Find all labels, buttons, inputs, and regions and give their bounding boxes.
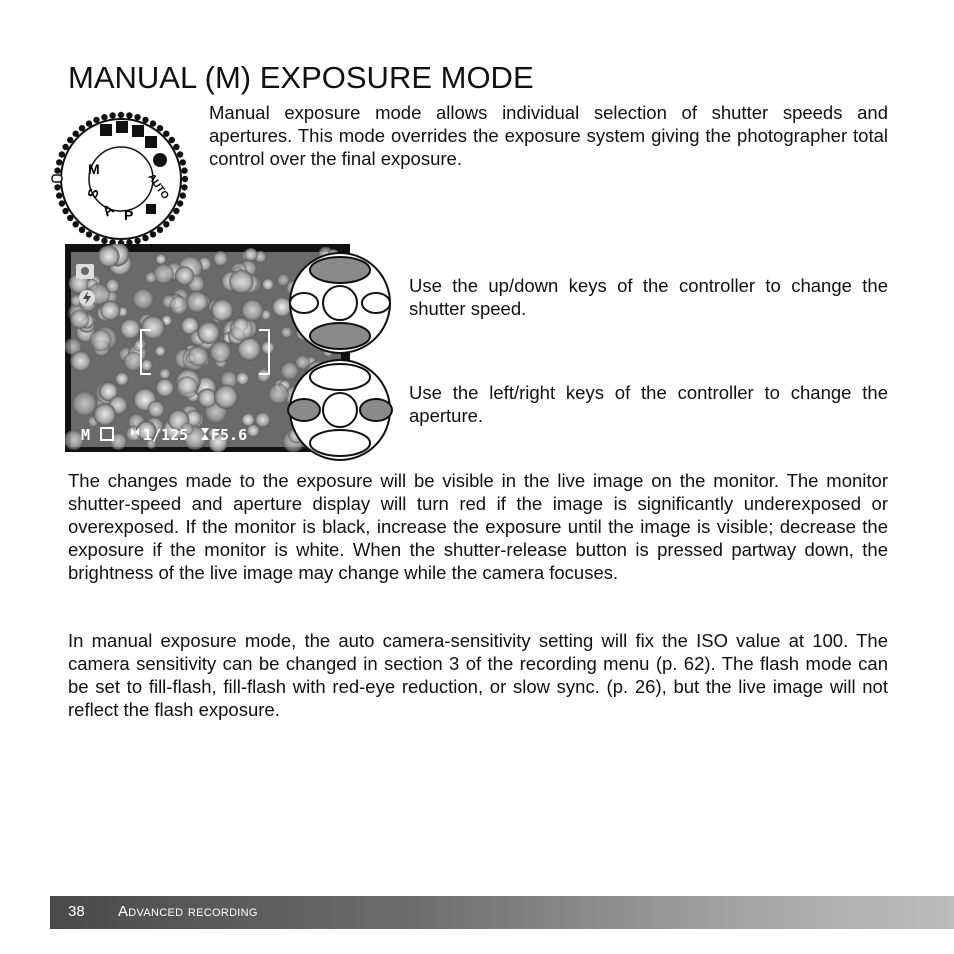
flower-texture bbox=[268, 383, 289, 404]
flower-texture bbox=[185, 291, 208, 314]
flower-texture bbox=[175, 266, 194, 285]
dial-tooth bbox=[126, 112, 132, 118]
body-paragraph-1: The changes made to the exposure will be visible in the live image on the monitor. The monitor shutter-speed and aperture display will turn red if the image is significantly underexposed or overexposed. If the monitor is black, increase the exposure until the image is visible; decrease the exposure if the monitor is white. When the shutter-release button is pressed partway down, the brightness of the live image may change while the camera focuses. bbox=[68, 470, 888, 583]
dial-tooth bbox=[101, 114, 107, 120]
dial-tooth bbox=[59, 151, 65, 157]
flower-texture bbox=[155, 345, 166, 356]
controller-left-right-icon bbox=[287, 357, 393, 463]
footer-bar bbox=[50, 896, 954, 929]
dial-label-a: A bbox=[99, 200, 117, 220]
dial-tooth bbox=[142, 235, 148, 241]
flower-texture bbox=[93, 403, 116, 426]
flower-texture bbox=[134, 340, 145, 351]
dial-tooth bbox=[134, 114, 140, 120]
controller-right-key bbox=[360, 399, 392, 421]
flower-texture bbox=[70, 310, 89, 329]
flower-texture bbox=[197, 321, 220, 344]
dial-tooth bbox=[93, 117, 99, 123]
flower-texture bbox=[100, 300, 120, 320]
dial-tooth bbox=[180, 159, 186, 165]
intro-text: Manual exposure mode allows individual selection of shutter speeds and apertures. This mode overrides the exposure system giving the photographer total control over the final exposure. bbox=[209, 102, 888, 169]
monitor-mode: M bbox=[81, 426, 91, 444]
dial-tooth bbox=[59, 200, 65, 206]
dial-tooth bbox=[54, 167, 60, 173]
flower-texture bbox=[155, 378, 174, 397]
dial-tooth bbox=[56, 159, 62, 165]
flower-texture bbox=[89, 329, 111, 351]
dial-tooth bbox=[180, 192, 186, 198]
flower-texture bbox=[211, 299, 234, 322]
controller-center-key bbox=[323, 286, 357, 320]
dial-tooth bbox=[109, 112, 115, 118]
flower-texture bbox=[155, 254, 166, 265]
dial-label-m: M bbox=[88, 161, 100, 177]
flower-texture bbox=[188, 345, 209, 366]
flower-texture bbox=[213, 251, 228, 266]
controller-left-key bbox=[290, 293, 318, 313]
flower-texture bbox=[236, 372, 249, 385]
flower-texture bbox=[261, 341, 275, 355]
dial-label-p: P bbox=[124, 207, 134, 223]
controller-up-key bbox=[310, 364, 370, 390]
page-number: 38 bbox=[68, 903, 85, 920]
flower-texture bbox=[153, 263, 174, 284]
portrait-mode-icon bbox=[100, 124, 112, 136]
step-shutter-text: Use the up/down keys of the controller to change the shutter speed. bbox=[409, 275, 888, 319]
flower-texture bbox=[169, 296, 188, 315]
section-name: Advanced recording bbox=[118, 903, 258, 920]
landscape-mode-icon bbox=[132, 125, 144, 137]
flower-texture bbox=[209, 341, 231, 363]
flower-texture bbox=[214, 385, 239, 410]
flower-texture bbox=[262, 278, 274, 290]
flower-texture bbox=[141, 315, 165, 339]
flower-texture bbox=[241, 299, 264, 322]
controller-center-key bbox=[323, 393, 357, 427]
page-title: MANUAL (M) EXPOSURE MODE bbox=[68, 60, 534, 95]
body-paragraph-2: In manual exposure mode, the auto camera-sensitivity setting will fix the ISO value at 100. The camera sensitivity can be changed in section 3 of the recording menu (p. 62). The flash mode can be set to fill-flash, fill-flash with red-eye reduction, or slow sync. (p. 26), but the live image will not reflect the flash exposure. bbox=[68, 630, 888, 720]
dial-tooth bbox=[177, 151, 183, 157]
movie-mode-icon bbox=[146, 204, 156, 214]
flower-texture bbox=[70, 351, 91, 372]
dial-tooth bbox=[182, 176, 188, 182]
controller-up-down-icon bbox=[287, 250, 393, 356]
flower-texture bbox=[159, 368, 170, 379]
dial-tooth bbox=[118, 112, 124, 118]
step-aperture-text: Use the left/right keys of the controller to change the aperture. bbox=[409, 382, 888, 426]
flower-texture bbox=[132, 288, 154, 310]
monitor-shutter: 1/125 bbox=[143, 426, 189, 444]
controller-up-key bbox=[310, 257, 370, 283]
flower-texture bbox=[247, 424, 260, 437]
dial-label-s: S bbox=[83, 186, 103, 201]
dial-tooth bbox=[177, 200, 183, 206]
dial-label-auto: AUTO bbox=[145, 172, 171, 202]
controller-down-key bbox=[310, 430, 370, 456]
dial-tooth bbox=[56, 192, 62, 198]
sport-mode-icon bbox=[116, 121, 128, 133]
dial-tooth bbox=[54, 184, 60, 190]
controller-left-key bbox=[288, 399, 320, 421]
flower-texture bbox=[147, 401, 164, 418]
flower-texture bbox=[145, 272, 157, 284]
dial-tooth bbox=[142, 117, 148, 123]
flower-texture bbox=[255, 412, 271, 428]
sunset-mode-icon bbox=[145, 136, 157, 148]
dial-tooth bbox=[181, 184, 187, 190]
flower-texture bbox=[98, 245, 120, 267]
mode-dial-icon bbox=[50, 108, 192, 250]
flower-texture bbox=[120, 318, 141, 339]
flower-texture bbox=[176, 376, 198, 398]
monitor-aperture: F5.6 bbox=[211, 426, 248, 444]
controller-right-key bbox=[362, 293, 390, 313]
flower-texture bbox=[244, 248, 257, 261]
flower-texture bbox=[115, 372, 129, 386]
night-mode-icon bbox=[153, 153, 167, 167]
controller-down-key bbox=[310, 323, 370, 349]
dial-tooth bbox=[181, 167, 187, 173]
flower-texture bbox=[229, 270, 254, 295]
dial-tooth bbox=[93, 235, 99, 241]
